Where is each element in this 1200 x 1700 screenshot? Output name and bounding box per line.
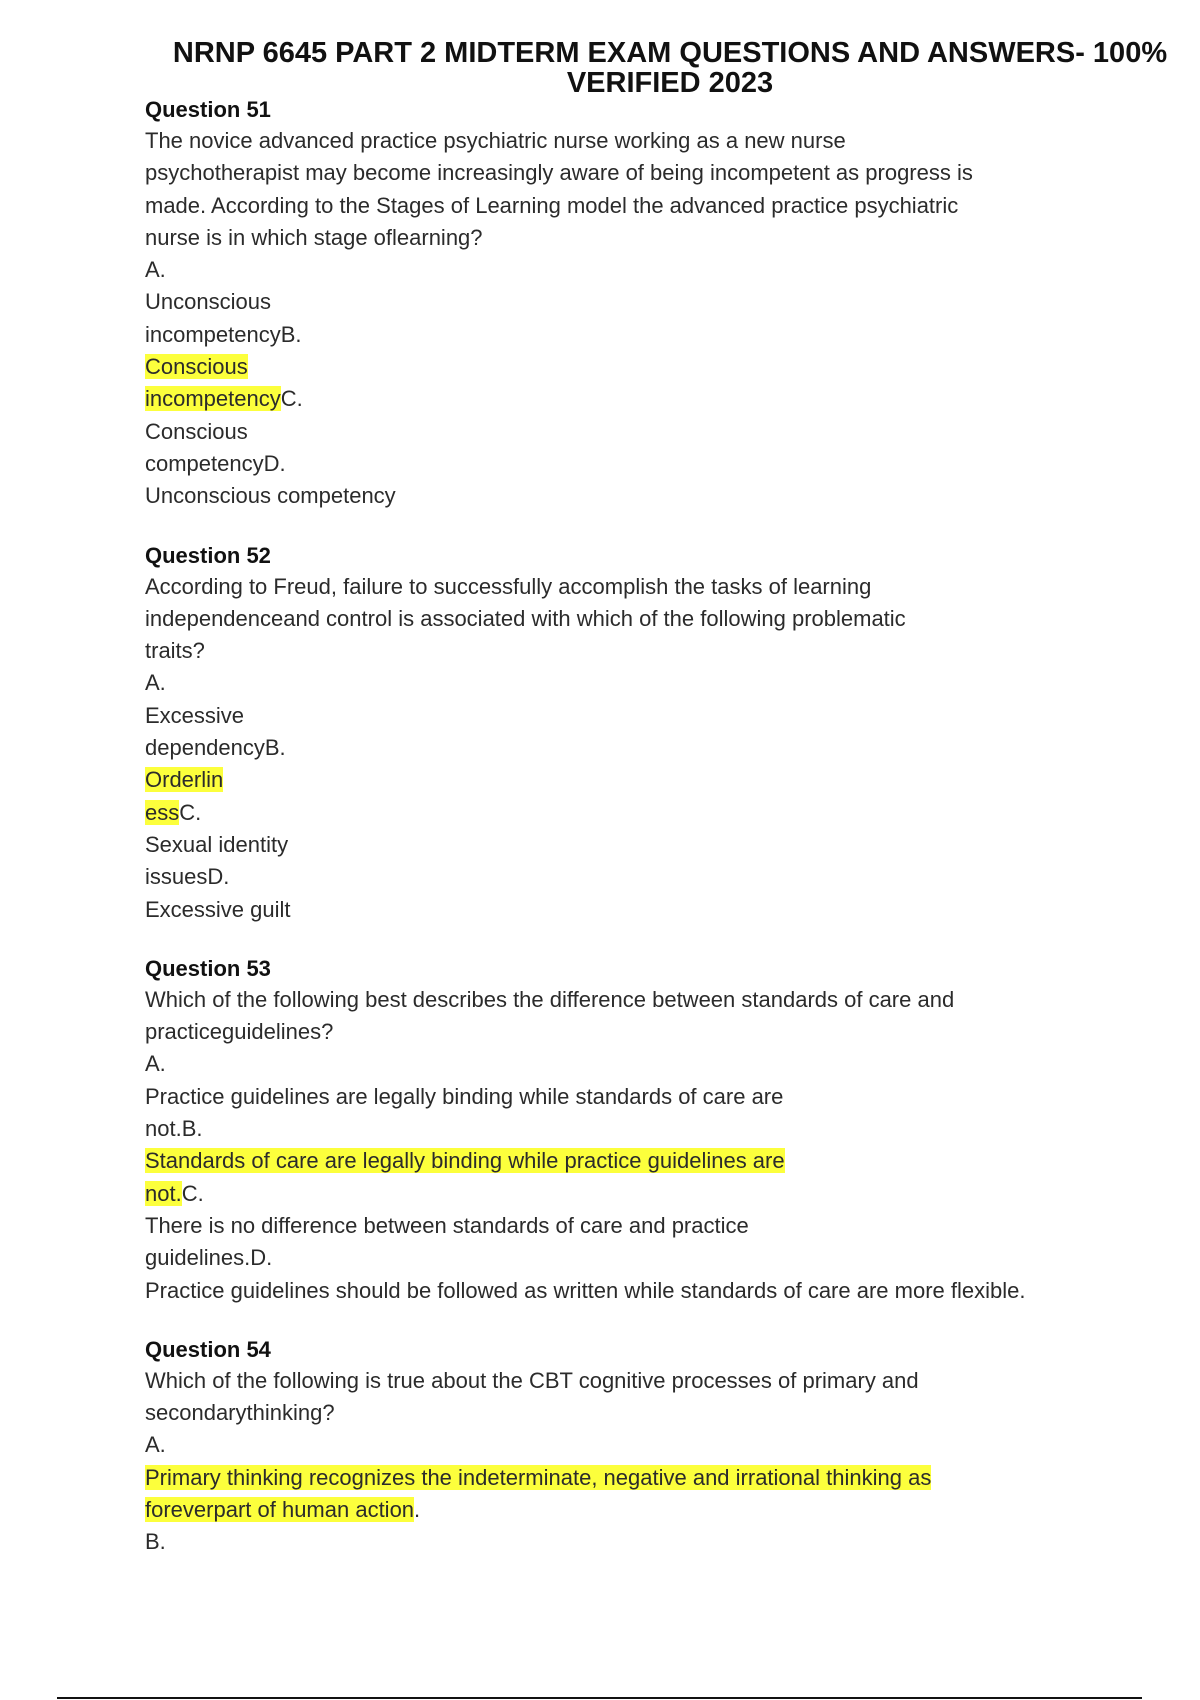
highlighted-answer-text: foreverpart of human action: [145, 1496, 415, 1522]
text-segment: C.: [179, 799, 202, 825]
text-segment: guidelines.D.: [145, 1245, 273, 1271]
question-text-line: [145, 1462, 1145, 1494]
question-text-line: [145, 1145, 1145, 1177]
question-text-line: [145, 1178, 1145, 1210]
question-text-line: [145, 667, 1145, 699]
highlighted-answer-text: ess: [145, 799, 180, 825]
footer-divider: [57, 1697, 1142, 1699]
text-segment: made. According to the Stages of Learning model the advanced practice psychiatric: [145, 192, 959, 218]
question-text-line: [145, 732, 1145, 764]
text-segment: traits?: [145, 638, 205, 664]
text-segment: According to Freud, failure to successfully accomplish the tasks of learning: [145, 573, 872, 599]
question-text-line: [145, 635, 1145, 667]
question-block: [145, 95, 1145, 513]
text-segment: dependencyB.: [145, 735, 286, 761]
question-text-line: [145, 1397, 1145, 1429]
text-segment: C.: [280, 386, 303, 412]
questions-list: [145, 95, 1145, 1559]
text-segment: not.B.: [145, 1116, 203, 1142]
text-segment: A.: [145, 670, 166, 696]
question-text-line: [145, 829, 1145, 861]
text-segment: Sexual identity: [145, 831, 289, 857]
question-text-line: [145, 1526, 1145, 1558]
question-text-line: [145, 1016, 1145, 1048]
text-segment: The novice advanced practice psychiatric nurse working as a new nurse: [145, 128, 846, 153]
question-heading: Question 54: [145, 1336, 271, 1362]
question-block: [145, 954, 1145, 1307]
question-text-line: [145, 351, 1145, 383]
question-heading: Question 53: [145, 955, 271, 981]
highlighted-answer-text: incompetency: [145, 386, 281, 412]
question-text-line: [145, 1242, 1145, 1274]
text-segment: psychotherapist may become increasingly aware of being incompetent as progress is: [145, 160, 973, 186]
question-spacer: [145, 1307, 1145, 1335]
question-text-line: [145, 222, 1145, 254]
question-text-line: [145, 1429, 1145, 1461]
question-text-line: [145, 861, 1145, 893]
document-title-line-1: NRNP 6645 PART 2 MIDTERM EXAM QUESTIONS AND ANSWERS- 100%: [172, 37, 1168, 69]
text-segment: Practice guidelines are legally binding while standards of care are: [145, 1083, 784, 1109]
document-title: [140, 38, 1200, 98]
question-block: [145, 1335, 1145, 1559]
question-text-line: [145, 286, 1145, 318]
question-text-line: [145, 480, 1145, 512]
question-heading: Question 51: [145, 97, 271, 122]
question-text-line: [145, 1494, 1145, 1526]
question-text-line: [145, 1113, 1145, 1145]
question-text-line: [145, 125, 1145, 157]
question-text-line: [145, 157, 1145, 189]
text-segment: Practice guidelines should be followed as written while standards of care are more flexible.: [145, 1277, 1026, 1303]
question-text-line: [145, 190, 1145, 222]
document-title-line-2: VERIFIED 2023: [566, 67, 774, 99]
text-segment: A.: [145, 1051, 166, 1077]
question-text-line: [145, 797, 1145, 829]
text-segment: A.: [145, 1432, 166, 1458]
text-segment: nurse is in which stage oflearning?: [145, 224, 483, 250]
question-text-line: [145, 1275, 1145, 1307]
text-segment: Unconscious competency: [145, 483, 396, 509]
text-segment: secondarythinking?: [145, 1400, 335, 1426]
highlighted-answer-text: Conscious: [145, 354, 248, 380]
highlighted-answer-text: Standards of care are legally binding while practice guidelines are: [145, 1148, 785, 1174]
question-text-line: [145, 571, 1145, 603]
text-segment: There is no difference between standards of care and practice: [145, 1212, 749, 1238]
text-segment: practiceguidelines?: [145, 1019, 334, 1045]
question-heading: Question 52: [145, 542, 271, 568]
question-block: [145, 541, 1145, 926]
highlighted-answer-text: Orderlin: [145, 767, 224, 793]
question-text-line: [145, 254, 1145, 286]
question-text-line: [145, 383, 1145, 415]
text-segment: independenceand control is associated with which of the following problematic: [145, 605, 906, 631]
question-text-line: [145, 1210, 1145, 1242]
question-text-line: [145, 1081, 1145, 1113]
text-segment: issuesD.: [145, 864, 230, 890]
highlighted-answer-text: Primary thinking recognizes the indeterminate, negative and irrational thinking as: [145, 1464, 932, 1490]
question-text-line: [145, 984, 1145, 1016]
question-text-line: [145, 603, 1145, 635]
text-segment: C.: [181, 1180, 204, 1206]
text-segment: Excessive: [145, 702, 245, 728]
question-text-line: [145, 416, 1145, 448]
question-text-line: [145, 1365, 1145, 1397]
question-spacer: [145, 513, 1145, 541]
question-spacer: [145, 926, 1145, 954]
text-segment: Excessive guilt: [145, 896, 291, 922]
question-text-line: [145, 319, 1145, 351]
text-segment: B.: [145, 1529, 166, 1555]
question-text-line: [145, 764, 1145, 796]
question-text-line: [145, 1048, 1145, 1080]
question-text-line: [145, 894, 1145, 926]
text-segment: Unconscious: [145, 289, 271, 315]
question-text-line: [145, 700, 1145, 732]
text-segment: A.: [145, 257, 166, 283]
text-segment: Conscious: [145, 418, 248, 444]
text-segment: Which of the following is true about the CBT cognitive processes of primary and: [145, 1367, 919, 1393]
text-segment: Which of the following best describes the difference between standards of care and: [145, 986, 955, 1012]
highlighted-answer-text: not.: [145, 1180, 182, 1206]
text-segment: .: [414, 1496, 421, 1522]
text-segment: competencyD.: [145, 450, 286, 476]
text-segment: incompetencyB.: [145, 321, 302, 347]
question-text-line: [145, 448, 1145, 480]
